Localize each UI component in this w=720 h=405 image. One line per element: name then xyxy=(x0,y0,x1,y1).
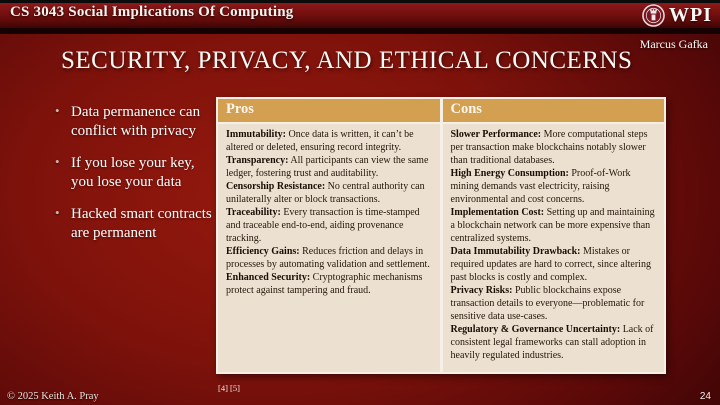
table-item-label: Traceability: xyxy=(226,207,281,218)
table-item-label: High Energy Consumption: xyxy=(450,168,569,179)
table-item-text: Reduces friction and delays in processes by automating validation and settlement. xyxy=(226,246,430,270)
wpi-logo-text: WPI xyxy=(669,4,712,26)
table-item xyxy=(451,245,657,284)
table-item xyxy=(451,284,657,323)
table-item-label: Transparency: xyxy=(226,155,289,166)
table-item-text: Mistakes or required updates are hard to correct, since altering past blocks is costly and complex. xyxy=(450,246,651,283)
pros-cons-table xyxy=(216,97,666,374)
table-item-text: Public blockchains expose transaction details to everyone—problematic for sensitive data use-cases. xyxy=(450,285,645,322)
table-column-body xyxy=(218,124,440,372)
wpi-seal-icon xyxy=(642,4,665,27)
table-item xyxy=(226,128,432,154)
table-item xyxy=(226,154,432,180)
table-item-text: Cryptographic mechanisms protect against tampering and fraud. xyxy=(226,272,423,296)
table-item-text: No central authority can unilaterally alter or block transactions. xyxy=(226,181,425,205)
table-item-text: Lack of consistent legal frameworks can stall adoption in heavily regulated industries. xyxy=(450,324,654,361)
citation: [4] [5] xyxy=(218,383,240,393)
table-column-header: Pros xyxy=(218,99,440,122)
copyright: © 2025 Keith A. Pray xyxy=(7,391,99,402)
table-column-body xyxy=(443,124,665,372)
table-item-label: Data Immutability Drawback: xyxy=(450,246,581,257)
page-title: SECURITY, PRIVACY, AND ETHICAL CONCERNS xyxy=(61,47,633,74)
bullet-item: • If you lose your key, you lose your data xyxy=(54,154,214,192)
table-item xyxy=(226,206,432,245)
header-bar xyxy=(0,0,720,34)
table-item-text: More computational steps per transaction make blockchains notably slower than traditional databases. xyxy=(450,129,648,166)
table-item xyxy=(226,245,432,271)
table-item xyxy=(451,167,657,206)
table-item xyxy=(451,323,657,362)
table-item-text: Every transaction is time-stamped and traceable end-to-end, aiding provenance tracking. xyxy=(226,207,420,244)
table-item-text: All participants can view the same ledger, fostering trust and auditability. xyxy=(226,155,429,179)
table-item-text: Setting up and maintaining a blockchain network can be more expensive than centralized systems. xyxy=(450,207,655,244)
table-item xyxy=(451,128,657,167)
table-item-label: Privacy Risks: xyxy=(450,285,513,296)
table-item-label: Enhanced Security: xyxy=(226,272,311,283)
table-item xyxy=(451,206,657,245)
page-number: 24 xyxy=(699,391,711,402)
table-item xyxy=(226,271,432,297)
table-item-label: Immutability: xyxy=(226,129,286,140)
table-item-label: Censorship Resistance: xyxy=(226,181,326,192)
table-item-label: Implementation Cost: xyxy=(450,207,545,218)
table-item-label: Regulatory & Governance Uncertainty: xyxy=(450,324,621,335)
table-column-header: Cons xyxy=(443,99,665,122)
table-item xyxy=(226,180,432,206)
table-item-label: Efficiency Gains: xyxy=(226,246,300,257)
wpi-logo xyxy=(642,4,712,27)
bullet-list xyxy=(54,103,214,256)
author-name: Marcus Gafka xyxy=(639,37,708,51)
table-item-label: Slower Performance: xyxy=(450,129,542,140)
bullet-item: • Hacked smart contracts are permanent xyxy=(54,205,214,243)
table-item-text: Once data is written, it can’t be altered or deleted, ensuring record integrity. xyxy=(226,129,414,153)
table-column-cons xyxy=(443,99,665,372)
bullet-item: • Data permanence can conflict with privacy xyxy=(54,103,214,141)
table-item-text: Proof-of-Work mining demands vast electricity, raising environmental and cost concerns. xyxy=(450,168,631,205)
course-title: CS 3043 Social Implications Of Computing xyxy=(10,4,294,20)
table-column-pros xyxy=(218,99,440,372)
